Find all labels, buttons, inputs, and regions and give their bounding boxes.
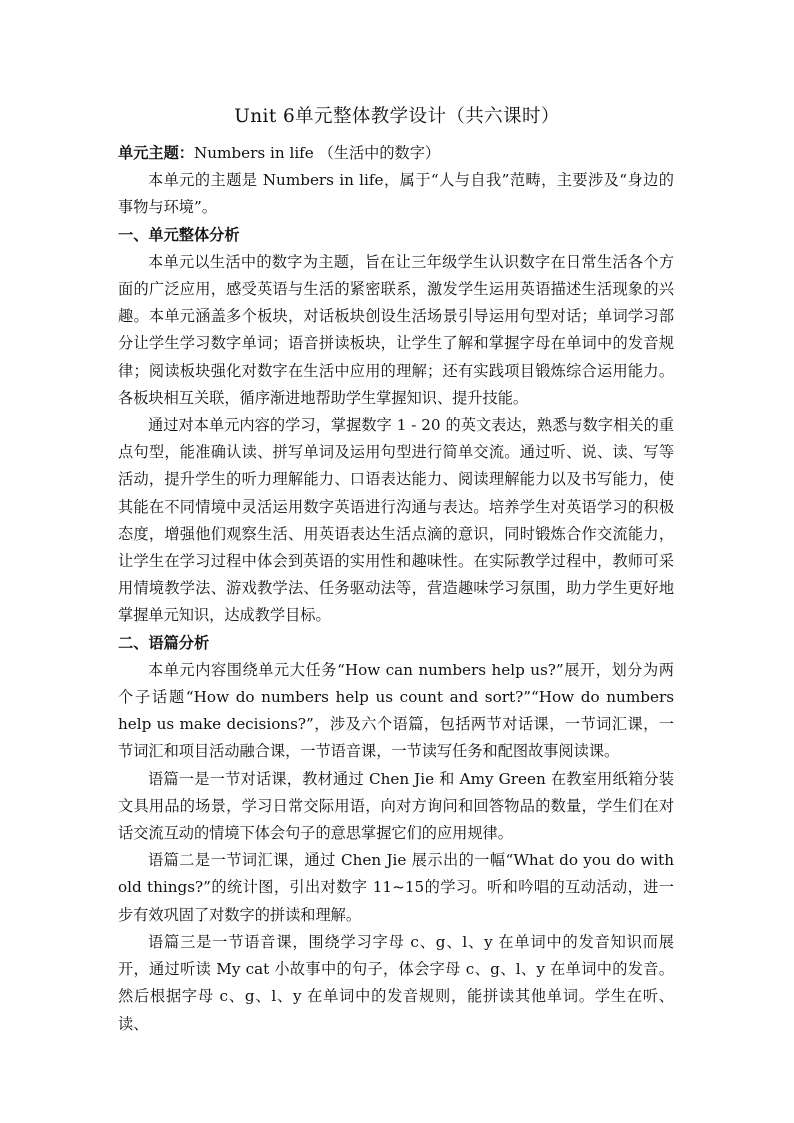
section-heading-unit-analysis: 一、单元整体分析 [118, 225, 240, 244]
unit-analysis-paragraph: 本单元以生活中的数字为主题，旨在让三年级学生认识数字在日常生活各个方面的广泛应用，感受英语与生活的紧密联系，激发学生运用英语描述生活现象的兴趣。本单元涵盖多个板块，对话板块创设生活场景引导运用句型对话；单词学习部分让学生学习数字单词；语音拼读板块，让学生了解和掌握字母在单词中的发音规律；阅读板块强化对数字在生活中应用的理解；还有实践项目锻炼综合运用能力。各板块相互关联，循序渐进地帮助学生掌握知识、提升技能。 [118, 252, 674, 407]
unit-analysis-paragraph: 通过对本单元内容的学习，掌握数字 1 - 20 的英文表达，熟悉与数字相关的重点句型，能准确认读、拼写单词及运用句型进行简单交流。通过听、说、读、写等活动，提升学生的听力理解能力、口语表达能力、阅读理解能力以及书写能力，使其能在不同情境中灵活运用数字英语进行沟通与表达。培养学生对英语学习的积极态度，增强他们观察生活、用英语表达生活点滴的意识，同时锻炼合作交流能力，让学生在学习过程中体会到英语的实用性和趣味性。在实际教学过程中，教师可采用情境教学法、游戏教学法、任务驱动法等，营造趣味学习氛围，助力学生更好地掌握单元知识，达成教学目标。 [118, 416, 674, 625]
text-analysis-paragraph: 本单元内容围绕单元大任务“How can numbers help us?”展开，划分为两个子话题“How do numbers help us count and sort?”“How do numbers help us make decisions?”，涉及六个语篇，包括两节对话课，一节词汇课，一节词汇和项目活动融合课，一节语音课，一节读写任务和配图故事阅读课。 [118, 660, 674, 761]
section-heading-text-analysis: 二、语篇分析 [118, 633, 210, 652]
document-title: Unit 6单元整体教学设计（共六课时） [234, 106, 560, 127]
unit-theme-line [118, 140, 674, 167]
unit-theme-value: Numbers in life （生活中的数字） [193, 144, 441, 162]
unit-theme-label: 单元主题： [118, 144, 194, 162]
document-body [118, 140, 674, 1038]
text-analysis-paragraph: 语篇一是一节对话课，教材通过 Chen Jie 和 Amy Green 在教室用纸箱分装文具用品的场景，学习日常交际用语，向对方询问和回答物品的数量，学生们在对话交流互动的情境下体会句子的意思掌握它们的应用规律。 [118, 769, 674, 843]
intro-paragraph: 本单元的主题是 Numbers in life，属于“人与自我”范畴，主要涉及“身边的事物与环境”。 [118, 171, 674, 217]
text-analysis-paragraph: 语篇二是一节词汇课，通过 Chen Jie 展示出的一幅“What do you do with old things?”的统计图，引出对数字 11~15的学习。听和吟唱的互动活动，进一步有效巩固了对数字的拼读和理解。 [118, 851, 674, 924]
text-analysis-paragraph: 语篇三是一节语音课，围绕学习字母 c、g、l、y 在单词中的发音知识而展开，通过听读 My cat 小故事中的句子，体会字母 c、g、l、y 在单词中的发音。然后根据字母 c、g、l、y 在单词中的发音规则，能拼读其他单词。学生在听、读、 [118, 932, 674, 1033]
